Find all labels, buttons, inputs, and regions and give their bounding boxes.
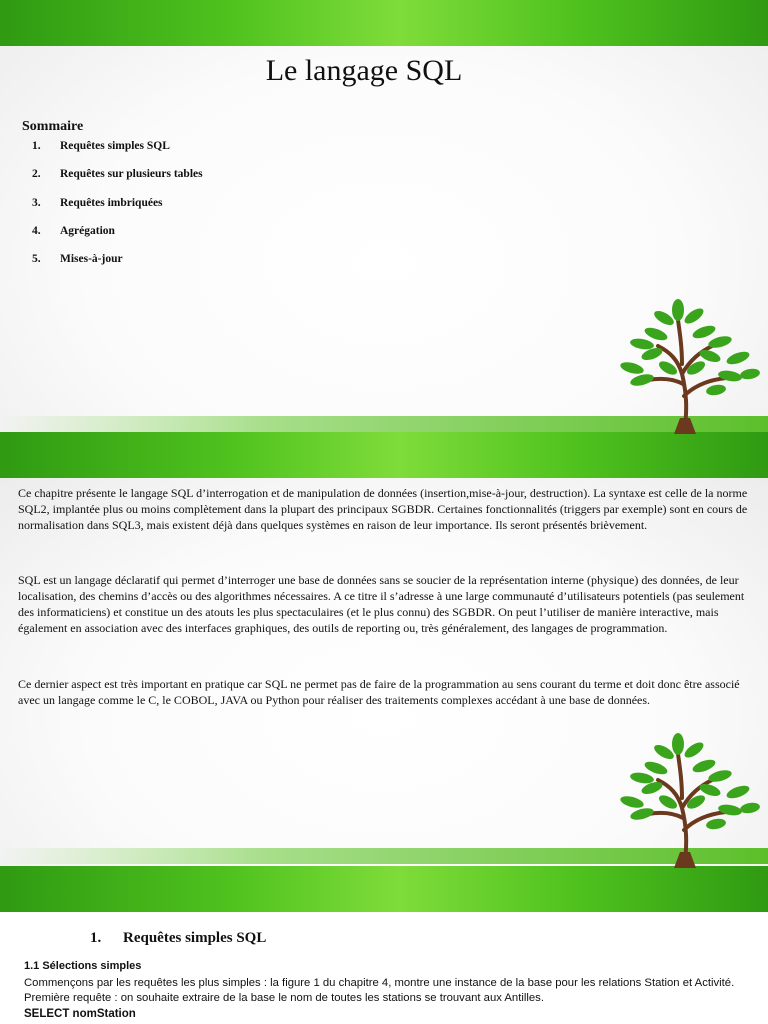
toc-item-number: 5. (32, 253, 41, 266)
green-footer-band (0, 866, 768, 912)
tree-icon (612, 732, 762, 868)
body-paragraph: Ce dernier aspect est très important en pratique car SQL ne permet pas de faire de la programmation au sens courant du terme et doit donc être associé avec un langage comme le C, le COBOL, JAVA ou Python pour réaliser des traitements complexes accédant à une base de données. (18, 677, 740, 707)
sommaire-heading: Sommaire (22, 119, 84, 134)
toc-item (32, 140, 203, 168)
toc-item-label: Agrégation (60, 224, 115, 237)
title-slide (0, 0, 768, 478)
toc-item (32, 168, 203, 196)
toc-item-number: 1. (32, 140, 41, 152)
section-heading (90, 930, 266, 947)
subsection-heading: 1.1 Sélections simples (24, 960, 142, 972)
toc-item (32, 197, 203, 225)
section-title: Requêtes simples SQL (123, 930, 267, 946)
content-slide (0, 478, 768, 912)
toc-item (32, 225, 203, 253)
green-header-band (0, 0, 768, 46)
toc-item-number: 2. (32, 168, 41, 181)
toc-item-label: Mises-à-jour (60, 253, 123, 266)
tree-icon (612, 298, 762, 434)
toc-item-label: Requêtes imbriquées (60, 196, 163, 209)
toc-item-number: 4. (32, 224, 41, 237)
section-number: 1. (90, 930, 102, 946)
sql-code-line: SELECT nomStation (24, 1008, 136, 1020)
toc-item (32, 253, 203, 281)
green-footer-band (0, 432, 768, 478)
table-of-contents (32, 140, 203, 281)
toc-item-label: Requêtes sur plusieurs tables (60, 168, 203, 181)
body-paragraph: Ce chapitre présente le langage SQL d’interrogation et de manipulation de données (insertion,mise-à-jour, destruction). La syntaxe est celle de la norme SQL2, implantée plus ou moins complètement dans la plupart des principaux SGBDR. Certaines fonctionnalités (triggers par exemple) sont en cours de normalisation dans SQL3, mais existent déjà dans quelques systèmes en raison de leur importance. Ils seront présentés brièvement. (18, 486, 748, 532)
section-paragraph: Commençons par les requêtes les plus simples : la figure 1 du chapitre 4, montre une instance de la base pour les relations Station et Activité. Première requête : on souhaite extraire de la base le nom de toutes les stations se trouvant aux Antilles. (24, 977, 735, 1004)
toc-item-number: 3. (32, 196, 41, 209)
body-paragraph: SQL est un langage déclaratif qui permet d’interroger une base de données sans se soucier de la représentation interne (physique) des données, de leur localisation, des chemins d’accès ou des algorithmes nécessaires. A ce titre il s’adresse à une large communauté d’utilisateurs potentiels (pas seulement des informaticiens) et constitue un des atouts les plus spectaculaires (et le plus connu) des SGBDR. On peut l’utiliser de manière interactive, mais également en association avec des interfaces graphiques, des outils de reporting ou, très généralement, des langages de programmation. (18, 573, 745, 635)
page-title: Le langage SQL (265, 54, 463, 87)
toc-item-label: Requêtes simples SQL (60, 140, 170, 152)
